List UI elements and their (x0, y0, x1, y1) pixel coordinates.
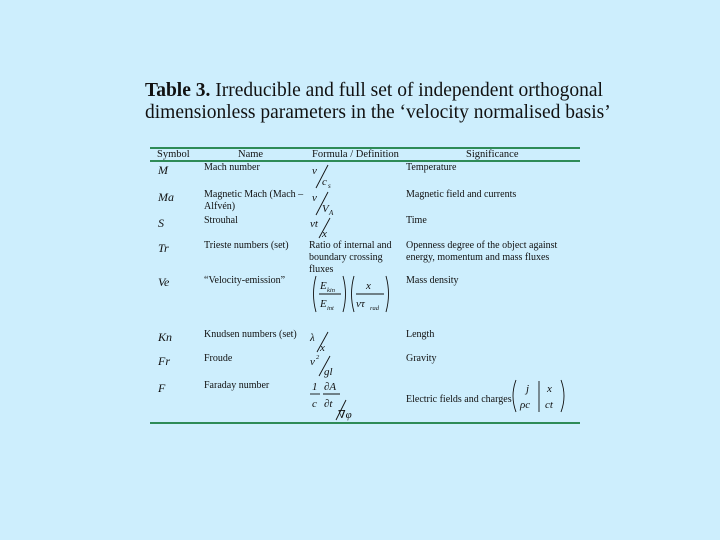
formula-Ve-e-bot: E (320, 298, 327, 310)
significance-F: Electric fields and charges (406, 394, 512, 405)
formula-Ma-den-sub: A (329, 209, 334, 217)
formula-Fr-num-sup: 2 (316, 354, 320, 361)
formula-Ve-e-bot-sub: int (327, 305, 334, 312)
formula-Ve-paren-right-1 (343, 276, 346, 312)
formula-F-den: ∇φ (338, 409, 352, 421)
significance-Kn: Length (406, 329, 435, 340)
table-bottom-rule (150, 422, 580, 424)
significance-Ve: Mass density (406, 275, 459, 286)
formula-Fr-num: v (310, 356, 315, 368)
name-M: Mach number (204, 162, 260, 173)
formula-S-den: x (322, 228, 327, 240)
formula-Ve-paren-left-2 (352, 276, 355, 312)
formula-F-m22: ct (545, 399, 553, 411)
name-Ve: “Velocity-emission” (204, 275, 286, 286)
symbol-F: F (158, 381, 166, 395)
formula-Tr: Ratio of internal and boundary crossing fluxes (309, 240, 392, 275)
formula-F-matrix-paren-left (513, 380, 516, 412)
formula-S (310, 214, 350, 242)
formula-F-n2: ∂A (324, 381, 337, 393)
formula-M (310, 162, 350, 192)
formula-S-num: vt (310, 218, 318, 230)
significance-Tr: Openness degree of the object against energy, momentum and mass fluxes (406, 240, 558, 263)
symbol-M: M (158, 163, 168, 177)
formula-M-den-sub: s (328, 182, 331, 190)
formula-M-den: c (322, 176, 327, 188)
table-title-label: Table 3. (145, 80, 211, 101)
formula-Ve-x-top: x (366, 280, 371, 292)
formula-F-n1: 1 (312, 381, 318, 393)
significance-Fr: Gravity (406, 353, 437, 364)
formula-Ve-paren-left-1 (314, 276, 317, 312)
symbol-Ve: Ve (158, 275, 170, 289)
symbol-Tr: Tr (158, 241, 169, 255)
formula-Ma-den: V (322, 203, 329, 215)
formula-Ma-num: v (312, 192, 317, 204)
formula-Ve-e-top: E (320, 280, 327, 292)
symbol-Kn: Kn (158, 330, 173, 344)
name-Kn: Knudsen numbers (set) (204, 329, 297, 340)
header-symbol: Symbol (157, 149, 190, 160)
formula-F-matrix (510, 378, 570, 416)
name-Ma: Magnetic Mach (Mach – Alfvén) (204, 189, 304, 212)
formula-Fr (310, 352, 360, 380)
symbol-S: S (158, 216, 164, 230)
name-Tr: Trieste numbers (set) (204, 240, 289, 251)
symbol-Ma: Ma (158, 190, 174, 204)
table-title-text: Irreducible and full set of independent orthogonal dimensionless parameters in the ‘velocity normalised basis’ (145, 80, 611, 123)
formula-Kn-den: x (320, 342, 325, 354)
formula-Kn-num: λ (310, 332, 315, 344)
name-Fr: Froude (204, 353, 233, 364)
formula-F-matrix-paren-right (561, 380, 564, 412)
formula-F (310, 378, 360, 422)
formula-F-m11: j (526, 383, 530, 395)
formula-Ve (310, 272, 390, 320)
significance-M: Temperature (406, 162, 457, 173)
formula-Ve-x-bot-sub: rad (370, 305, 380, 312)
formula-F-d1: c (312, 398, 317, 410)
header-significance: Significance (466, 149, 519, 160)
formula-Ve-paren-right-2 (386, 276, 389, 312)
name-F: Faraday number (204, 380, 270, 391)
formula-Ve-e-top-sub: kin (327, 287, 335, 294)
significance-Ma: Magnetic field and currents (406, 189, 517, 200)
significance-S: Time (406, 215, 427, 226)
formula-Ve-x-bot: vτ (356, 298, 365, 310)
formula-Fr-den: gl (324, 366, 333, 378)
symbol-Fr: Fr (158, 354, 170, 368)
formula-M-num: v (312, 165, 317, 177)
formula-F-d2: ∂t (324, 398, 333, 410)
header-name: Name (238, 149, 264, 160)
name-S: Strouhal (204, 215, 238, 226)
header-formula: Formula / Definition (312, 149, 399, 160)
formula-F-m12: x (547, 383, 552, 395)
table-title (145, 80, 615, 124)
formula-F-m21: ρc (520, 399, 531, 411)
